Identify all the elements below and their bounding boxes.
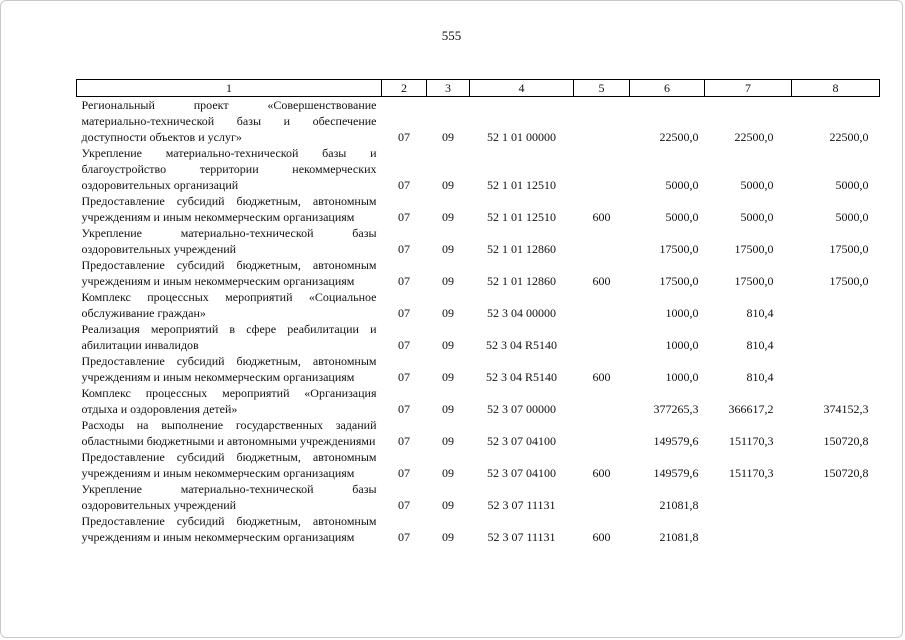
column-header-6: 6 (630, 80, 705, 97)
col6-amount: 17500,0 (659, 242, 699, 256)
col2-value: 07 (398, 210, 410, 224)
col8-amount: 22500,0 (829, 130, 869, 144)
col8-amount (792, 289, 880, 321)
col3-value: 09 (442, 306, 454, 320)
col5-value: 600 (592, 210, 611, 224)
col4-code: 52 3 07 11131 (487, 530, 556, 544)
col7-amount (705, 513, 792, 545)
col5-value (574, 97, 630, 146)
row-name: Предоставление субсидий бюджетным, автономным учреждениям и иным некоммерческим организациям (81, 258, 377, 288)
col3-value: 09 (442, 434, 454, 448)
row-name: Комплекс процессных мероприятий «Социальное обслуживание граждан» (81, 290, 377, 320)
col2-value: 07 (398, 370, 410, 384)
col7-amount: 810,4 (746, 306, 774, 320)
col2-value: 07 (398, 338, 410, 352)
col5-value (574, 225, 630, 257)
col6-amount: 1000,0 (665, 370, 699, 384)
col7-amount: 366617,2 (728, 402, 774, 416)
col7-amount: 151170,3 (728, 434, 774, 448)
col4-code: 52 3 07 04100 (487, 466, 556, 480)
col3-value: 09 (442, 338, 454, 352)
col7-amount: 17500,0 (734, 274, 774, 288)
col2-value: 07 (398, 530, 410, 544)
row-name: Предоставление субсидий бюджетным, автономным учреждениям и иным некоммерческим организациям (81, 354, 377, 384)
row-name: Расходы на выполнение государственных заданий областными бюджетными и автономными учреждениями (81, 418, 377, 448)
col5-value: 600 (592, 466, 611, 480)
col6-amount: 21081,8 (659, 530, 699, 544)
table-body (77, 97, 880, 546)
col2-value: 07 (398, 274, 410, 288)
col8-amount: 17500,0 (829, 274, 869, 288)
col8-amount: 374152,3 (823, 402, 869, 416)
col5-value: 600 (592, 274, 611, 288)
table-row (77, 289, 880, 321)
col7-amount: 22500,0 (734, 130, 774, 144)
col8-amount: 150720,8 (823, 434, 869, 448)
column-header-8: 8 (792, 80, 880, 97)
col2-value: 07 (398, 242, 410, 256)
row-name: Предоставление субсидий бюджетным, автономным учреждениям и иным некоммерческим организациям (81, 450, 377, 480)
table-row (77, 145, 880, 193)
table-row (77, 417, 880, 449)
col5-value (574, 481, 630, 513)
col3-value: 09 (442, 402, 454, 416)
col7-amount: 151170,3 (728, 466, 774, 480)
col4-code: 52 1 01 00000 (487, 130, 556, 144)
row-name: Региональный проект «Совершенствование материально-технической базы и обеспечение доступности объектов и услуг» (81, 98, 377, 144)
col6-amount: 22500,0 (659, 130, 699, 144)
page-number: 555 (441, 28, 462, 43)
col8-amount (792, 353, 880, 385)
col2-value: 07 (398, 466, 410, 480)
column-header-5: 5 (574, 80, 630, 97)
col2-value: 07 (398, 498, 410, 512)
table-row (77, 97, 880, 146)
col8-amount (792, 481, 880, 513)
col8-amount: 5000,0 (835, 178, 869, 192)
col2-value: 07 (398, 434, 410, 448)
col5-value (574, 145, 630, 193)
col4-code: 52 3 04 00000 (487, 306, 556, 320)
col3-value: 09 (442, 242, 454, 256)
col7-amount: 5000,0 (740, 178, 774, 192)
col3-value: 09 (442, 498, 454, 512)
col6-amount: 377265,3 (653, 402, 699, 416)
row-name: Укрепление материально-технической базы оздоровительных учреждений (81, 482, 377, 512)
col3-value: 09 (442, 274, 454, 288)
row-name: Предоставление субсидий бюджетным, автономным учреждениям и иным некоммерческим организациям (81, 514, 377, 544)
col6-amount: 21081,8 (659, 498, 699, 512)
col6-amount: 5000,0 (665, 178, 699, 192)
col4-code: 52 1 01 12510 (487, 210, 556, 224)
column-header-3: 3 (427, 80, 470, 97)
col3-value: 09 (442, 370, 454, 384)
table-row (77, 321, 880, 353)
col8-amount (792, 321, 880, 353)
col8-amount (792, 513, 880, 545)
col3-value: 09 (442, 178, 454, 192)
col4-code: 52 1 01 12510 (487, 178, 556, 192)
col6-amount: 1000,0 (665, 338, 699, 352)
column-header-4: 4 (470, 80, 574, 97)
table-row (77, 225, 880, 257)
col5-value: 600 (592, 370, 611, 384)
col4-code: 52 1 01 12860 (487, 274, 556, 288)
col7-amount: 810,4 (746, 338, 774, 352)
col4-code: 52 1 01 12860 (487, 242, 556, 256)
row-name: Укрепление материально-технической базы и благоустройство территории некоммерческих оздоровительных организаций (81, 146, 377, 192)
col7-amount: 810,4 (746, 370, 774, 384)
table-row (77, 481, 880, 513)
row-name: Укрепление материально-технической базы оздоровительных учреждений (81, 226, 377, 256)
col4-code: 52 3 04 R5140 (485, 338, 557, 352)
col3-value: 09 (442, 130, 454, 144)
col5-value (574, 321, 630, 353)
table-header-row (77, 80, 880, 97)
col4-code: 52 3 07 11131 (487, 498, 556, 512)
col2-value: 07 (398, 402, 410, 416)
col5-value: 600 (592, 530, 611, 544)
column-header-1: 1 (77, 80, 382, 97)
col6-amount: 149579,6 (653, 434, 699, 448)
col2-value: 07 (398, 130, 410, 144)
col6-amount: 17500,0 (659, 274, 699, 288)
column-header-2: 2 (382, 80, 427, 97)
col2-value: 07 (398, 306, 410, 320)
table-row (77, 353, 880, 385)
col8-amount: 5000,0 (835, 210, 869, 224)
col3-value: 09 (442, 210, 454, 224)
table-row (77, 385, 880, 417)
col5-value (574, 417, 630, 449)
budget-table (76, 79, 880, 545)
col7-amount: 17500,0 (734, 242, 774, 256)
table-row (77, 449, 880, 481)
table-row (77, 257, 880, 289)
col7-amount: 5000,0 (740, 210, 774, 224)
column-header-7: 7 (705, 80, 792, 97)
table-header (77, 80, 880, 97)
col8-amount: 17500,0 (829, 242, 869, 256)
table-row (77, 193, 880, 225)
col6-amount: 1000,0 (665, 306, 699, 320)
col5-value (574, 385, 630, 417)
col4-code: 52 3 04 R5140 (485, 370, 557, 384)
col8-amount: 150720,8 (823, 466, 869, 480)
col4-code: 52 3 07 04100 (487, 434, 556, 448)
col4-code: 52 3 07 00000 (487, 402, 556, 416)
row-name: Предоставление субсидий бюджетным, автономным учреждениям и иным некоммерческим организациям (81, 194, 377, 224)
col5-value (574, 289, 630, 321)
col3-value: 09 (442, 466, 454, 480)
row-name: Реализация мероприятий в сфере реабилитации и абилитации инвалидов (81, 322, 377, 352)
col7-amount (705, 481, 792, 513)
col3-value: 09 (442, 530, 454, 544)
col6-amount: 5000,0 (665, 210, 699, 224)
col2-value: 07 (398, 178, 410, 192)
row-name: Комплекс процессных мероприятий «Организация отдыха и оздоровления детей» (81, 386, 377, 416)
col6-amount: 149579,6 (653, 466, 699, 480)
table-row (77, 513, 880, 545)
